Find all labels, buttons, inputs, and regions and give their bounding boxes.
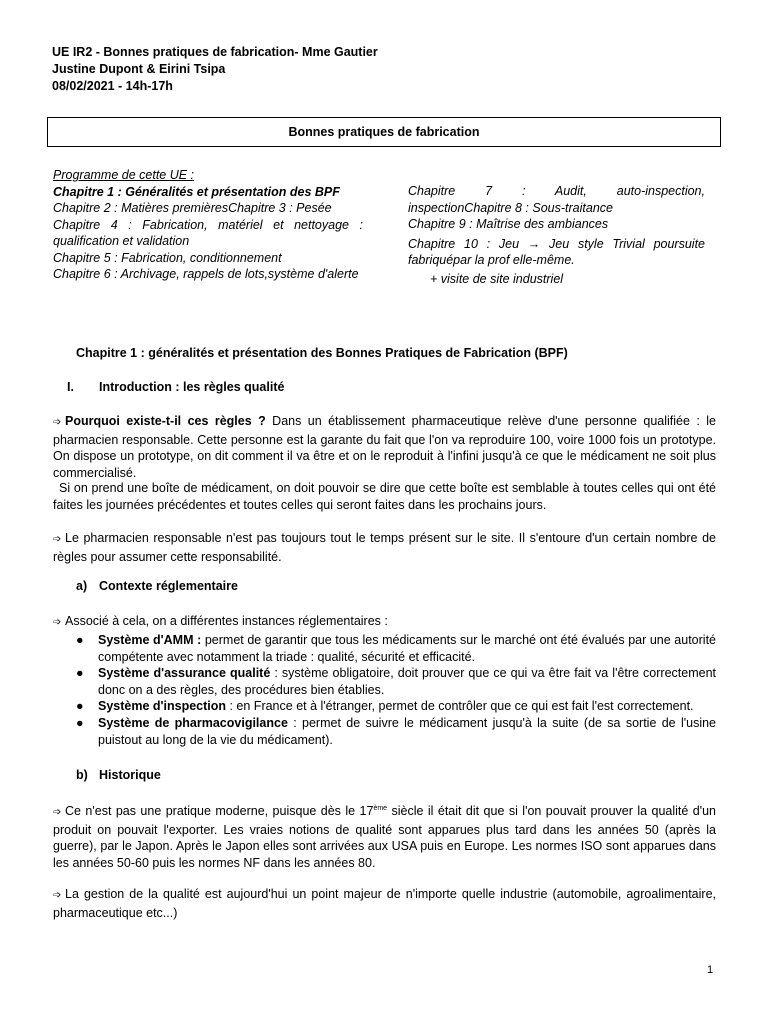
bullet-text: permet de garantir que tous les médicaments sur le marché ont été évalués par une autorité compétente avec notamment la triade : qualité, sécurité et efficacité. [98,633,717,664]
programme-item: Chapitre 2 : Matières premièresChapitre 3 : Pesée [53,201,332,215]
bullet-term: Système d'inspection [98,699,227,714]
date-time: 08/02/2021 - 14h-17h [52,79,173,93]
programme-item: Chapitre 4 : Fabrication, matériel et nettoyage : qualification et validation [53,217,363,248]
programme-item: Chapitre 7 : Audit, auto-inspection, inspectionChapitre 8 : Sous-traitance [408,184,705,215]
bullet-text: : permet de suivre le médicament jusqu'à la suite (de sa sortie de l'usine puistout au long de la vie du médicament). [98,715,716,747]
arrow-icon: ➩ [53,534,62,545]
course-title: UE IR2 - Bonnes pratiques de fabrication- Mme Gautier [52,45,378,59]
superscript: ème [373,804,388,812]
subsection-heading [76,768,161,782]
bullet-icon: ● [76,715,84,730]
programme-item: Chapitre 10 : Jeu → Jeu style Trivial poursuite fabriquépar la prof elle-même. [408,236,705,267]
paragraph [53,413,716,481]
subsection-number: a) [76,579,88,593]
chapter-heading: Chapitre 1 : généralités et présentation des Bonnes Pratiques de Fabrication (BPF) [76,346,568,360]
arrow-icon: ➩ [53,617,62,628]
paragraph: Si on prend une boîte de médicament, on doit pouvoir se dire que cette boîte est semblable à toutes celles qui ont été faites les journées précédentes et toutes celles qui seront faites dans les prochains jours. [53,481,716,512]
list-item [76,698,716,715]
paragraph [53,886,716,921]
list-item [76,665,716,698]
programme-chapter-1: Chapitre 1 : Généralités et présentation des BPF [53,184,340,199]
paragraph [53,613,716,632]
paragraph-text: La gestion de la qualité est aujourd'hui un point majeur de n'importe quelle industrie (automobile, agroalimentaire, pharmaceutique etc...) [53,887,716,920]
bullet-text: : système obligatoire, doit prouver que ce qui va être fait va l'être correctement donc on a des règles, des procédures bien établies. [98,666,717,697]
section-title: Introduction : les règles qualité [99,380,285,394]
subsection-number: b) [76,768,88,782]
paragraph-text: Le pharmacien responsable n'est pas toujours tout le temps présent sur le site. Il s'entoure d'un certain nombre de règles pour assumer cette responsabilité. [53,531,716,564]
paragraph-question: Pourquoi existe-t-il ces règles ? [65,414,266,428]
section-heading [67,380,284,394]
subsection-heading [76,579,238,593]
programme-right-column [408,183,705,287]
programme-item: + visite de site industriel [430,271,564,286]
paragraph-text: Associé à cela, on a différentes instances réglementaires : [65,614,388,628]
subsection-title: Contexte réglementaire [99,579,238,593]
programme-left-column [53,167,363,283]
subsection-title: Historique [99,768,161,782]
section-number: I. [67,380,74,394]
document-header [52,44,378,95]
bullet-icon: ● [76,666,84,681]
programme-item: Chapitre 6 : Archivage, rappels de lots,système d'alerte [53,267,359,281]
authors: Justine Dupont & Eirini Tsipa [52,62,226,76]
paragraph-text: siècle il était dit que si l'on pouvait prouver la qualité d'un produit on pouvait l'exporter. Les vraies notions de qualité sont apparues plus tard dans les années 50 (après la guerre), par le Japon. Après le Japon elles sont arrivées aux USA puis en Europe. Les normes ISO sont apparues dans les années 50-60 puis les normes NF dans les années 80. [53,804,717,870]
bullet-term: Système de pharmacovigilance [98,715,288,730]
document-title-box: Bonnes pratiques de fabrication [47,117,721,147]
programme-item: Chapitre 5 : Fabrication, conditionnement [53,250,282,265]
bullet-text: : en France et à l'étranger, permet de contrôler que ce qui est fait l'est correctement. [226,699,694,714]
programme-item: Chapitre 9 : Maîtrise des ambiances [408,217,609,231]
bullet-term: Système d'assurance qualité [98,666,271,681]
arrow-icon: ➩ [53,807,62,818]
list-item [76,715,716,748]
arrow-icon: ➩ [53,890,62,901]
paragraph [53,803,716,871]
list-item [76,632,716,665]
paragraph-text: Dans un établissement pharmaceutique relève d'une personne qualifiée : le pharmacien responsable. Cette personne est la garante du fait que l'on va reproduire 100, voire 1000 fois un prototype. On dispose un prototype, on dit comment il va être et on le reproduit à l'infini jusqu'à ce que le médicament ne soit plus commercialisé. [53,414,716,480]
bullet-icon: ● [76,633,84,647]
arrow-icon: ➩ [53,417,62,428]
programme-label: Programme de cette UE : [53,168,195,182]
paragraph [53,530,716,565]
bullet-list [76,632,716,748]
page-number: 1 [707,964,714,976]
bullet-term: Système d'AMM : [98,633,202,647]
paragraph-text: Ce n'est pas une pratique moderne, puisque dès le 17 [65,804,374,818]
bullet-icon: ● [76,699,84,714]
